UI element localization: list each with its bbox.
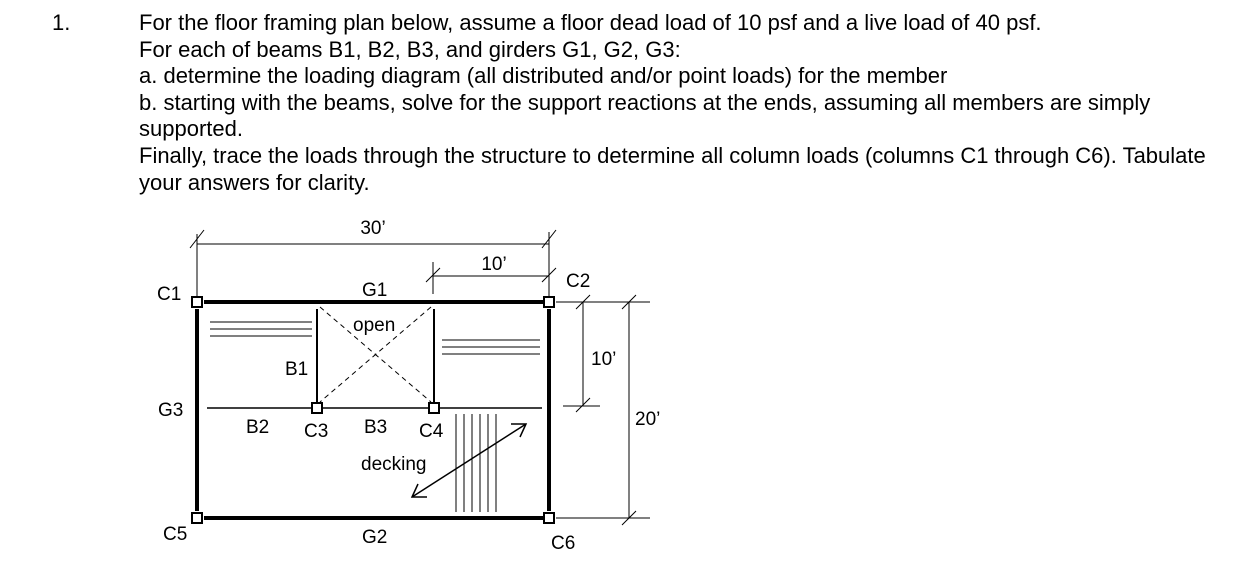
open-label: open <box>353 315 396 336</box>
column-c1 <box>192 297 202 307</box>
c6-label: C6 <box>551 533 576 554</box>
column-c5 <box>192 513 202 523</box>
dim-30-label: 30’ <box>360 218 386 239</box>
intro-line-2: For each of beams B1, B2, B3, and girders G1, G2, G3: <box>139 36 681 62</box>
decking-hatch-upper-left <box>210 322 312 336</box>
decking-label: decking <box>361 454 427 475</box>
dim-20-right-label: 20’ <box>635 409 661 430</box>
c1-label: C1 <box>157 284 182 305</box>
column-c3 <box>312 403 322 413</box>
g1-label: G1 <box>362 280 388 301</box>
question-number: 1. <box>52 10 71 35</box>
decking-hatch-upper-right <box>442 340 540 354</box>
c5-label: C5 <box>163 524 188 545</box>
dim-10-top-label: 10’ <box>481 254 507 275</box>
dim-10-right-label: 10’ <box>591 349 617 370</box>
final-instruction: Finally, trace the loads through the structure to determine all column loads (columns C1 through C6). Tabulate your answers for clarity. <box>139 142 1206 195</box>
decking-hatch-lower <box>456 414 496 512</box>
b3-label: B3 <box>364 417 388 438</box>
c3-label: C3 <box>304 421 329 442</box>
b2-label: B2 <box>246 417 270 438</box>
column-c4 <box>429 403 439 413</box>
column-c6 <box>544 513 554 523</box>
c4-label: C4 <box>419 421 444 442</box>
g2-label: G2 <box>362 527 388 548</box>
part-b: b. starting with the beams, solve for the support reactions at the ends, assuming all members are simply supported. <box>139 89 1151 142</box>
g3-label: G3 <box>158 400 184 421</box>
b1-label: B1 <box>285 359 309 380</box>
column-c2 <box>544 297 554 307</box>
c2-label: C2 <box>566 271 591 292</box>
intro-line-1: For the floor framing plan below, assume a floor dead load of 10 psf and a live load of 40 psf. <box>139 10 1042 35</box>
part-a: a. determine the loading diagram (all distributed and/or point loads) for the member <box>139 63 948 89</box>
